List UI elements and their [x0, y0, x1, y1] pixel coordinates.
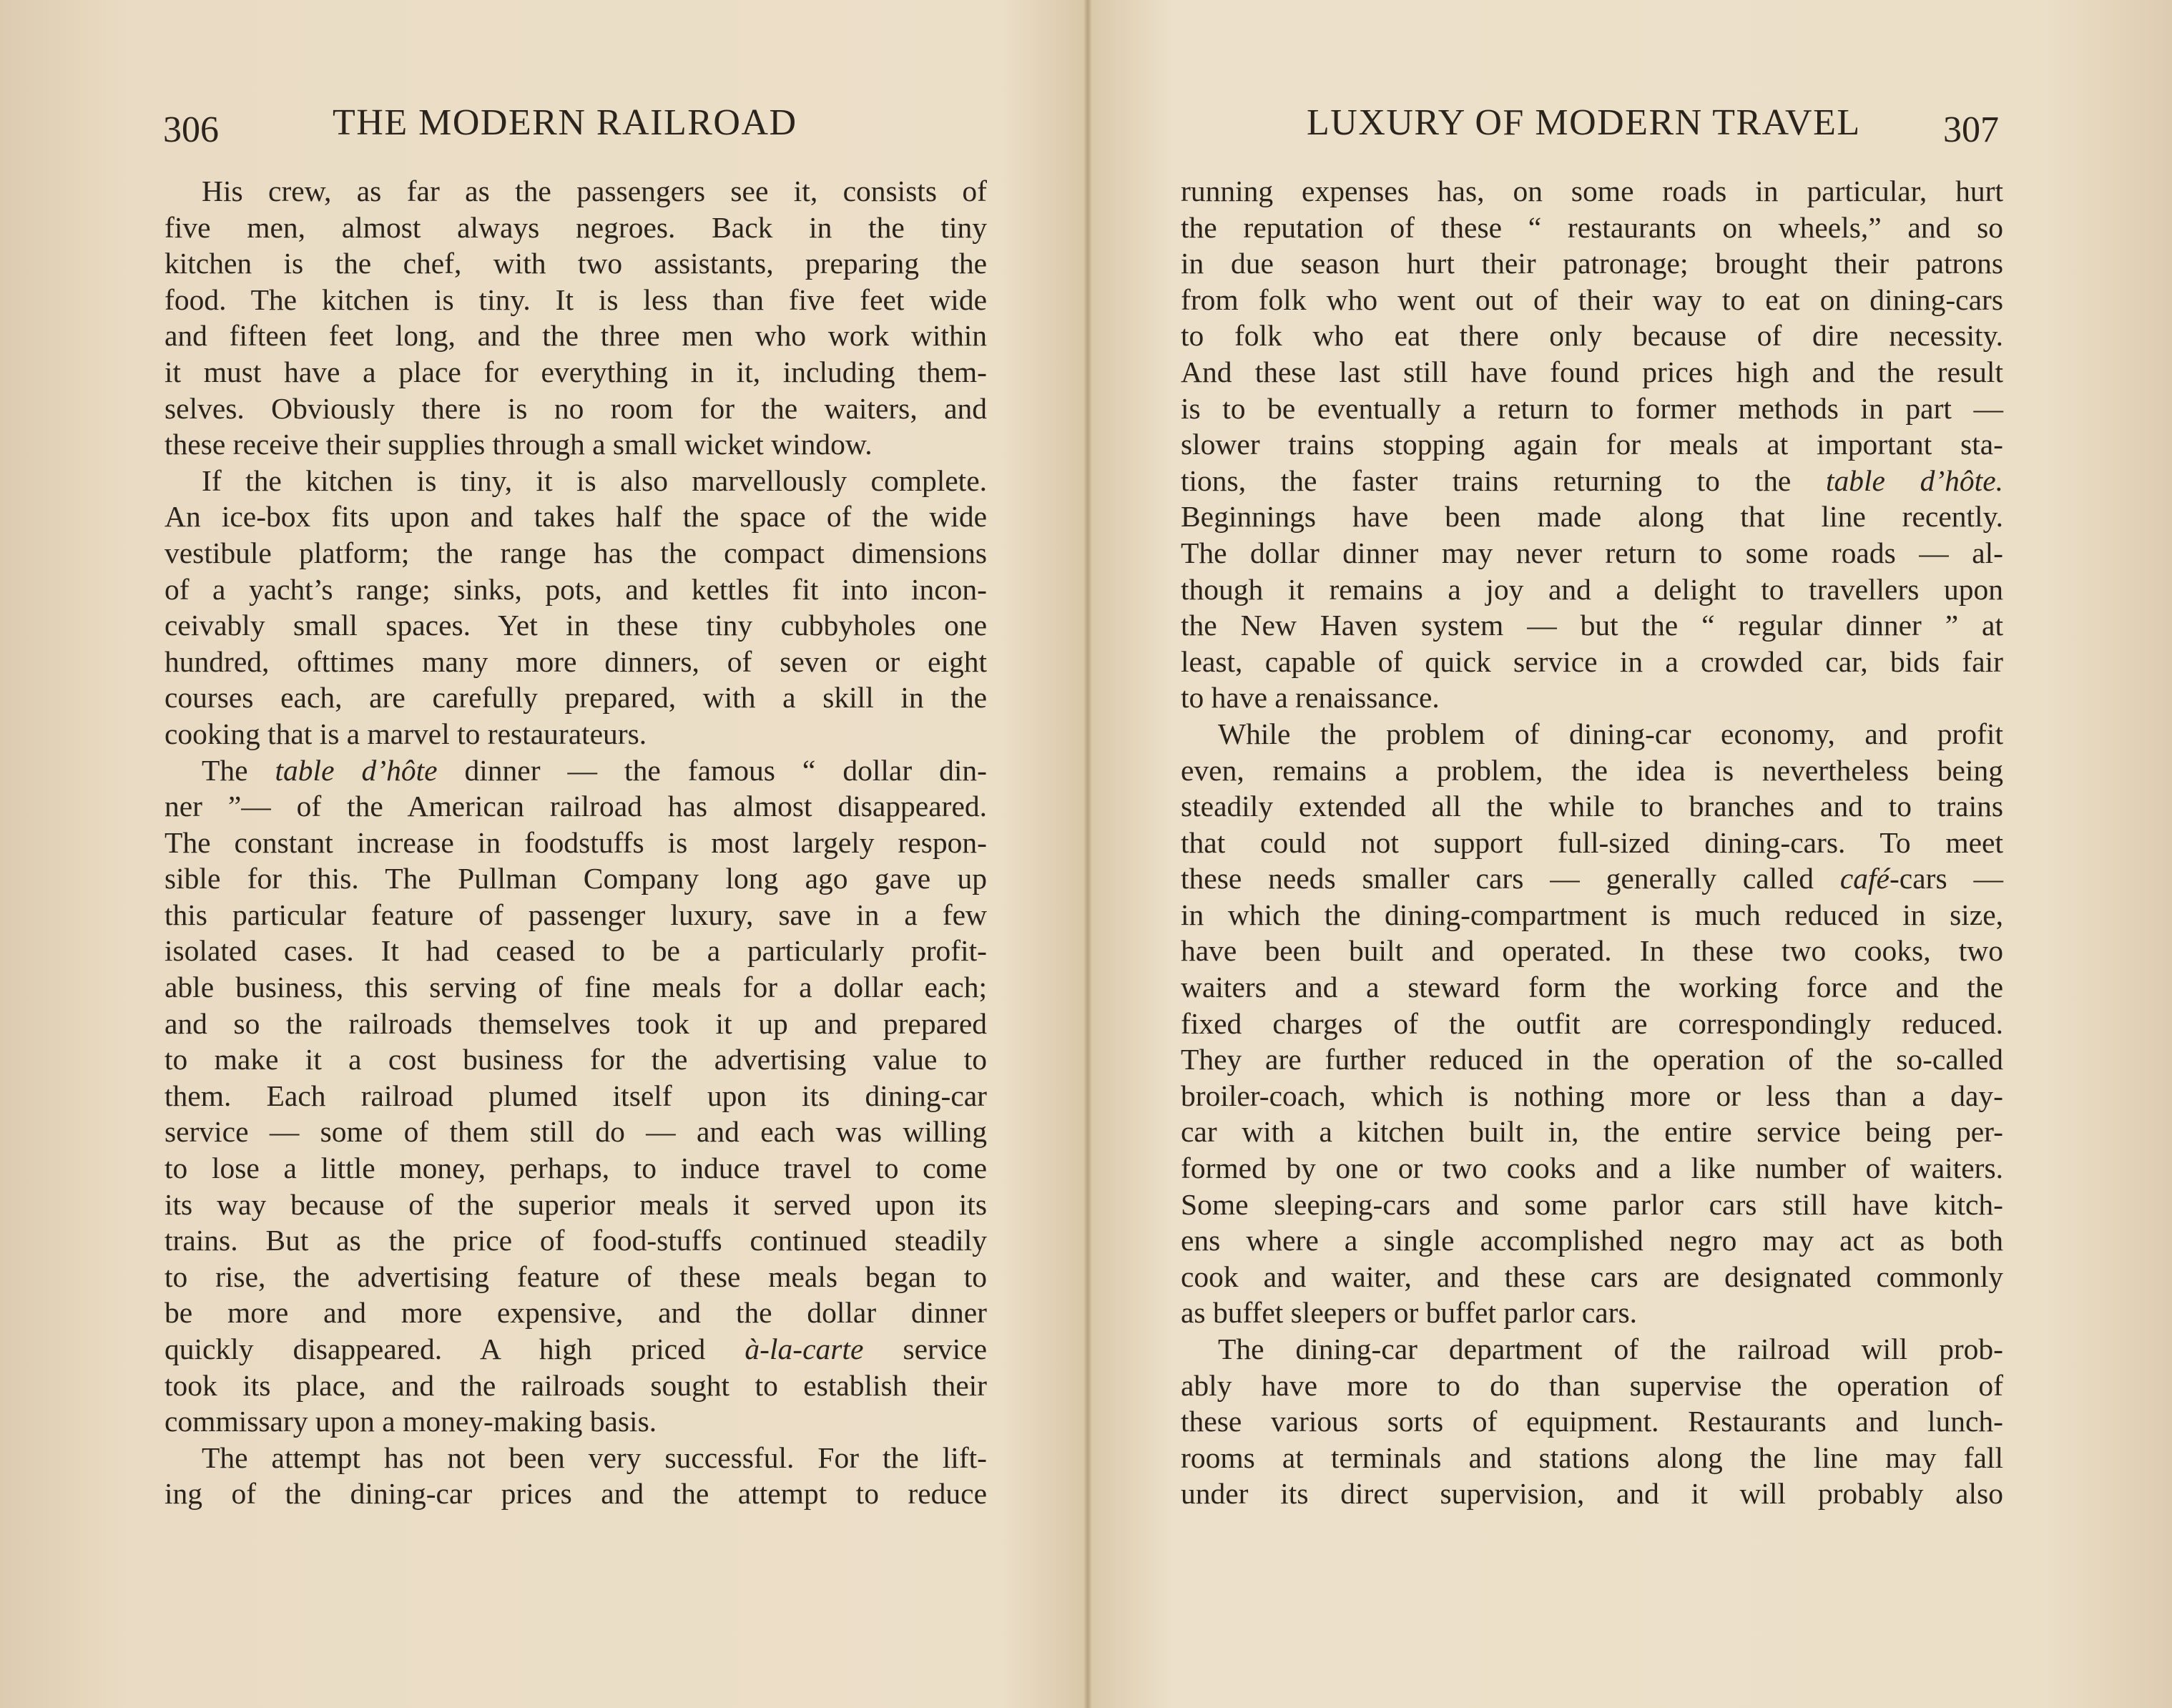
text-line: five men, almost always negroes. Back in the tiny [164, 210, 987, 244]
text-line: ner ”— of the American railroad has almost disappeared. [164, 790, 987, 823]
text-line: His crew, as far as the passengers see it, consists of [202, 175, 987, 207]
book-gutter [1083, 0, 1092, 1708]
text-line: to make it a cost business for the advertising value to [164, 1043, 987, 1076]
right-page [1092, 0, 2172, 1708]
text-line: from folk who went out of their way to eat on dining-cars [1181, 283, 2003, 316]
text-line: ceivably small spaces. Yet in these tiny cubbyholes one [164, 609, 987, 642]
text-line: the New Haven system — but the “ regular dinner ” at [1181, 609, 2003, 642]
text-line: ably have more to do than supervise the operation of [1181, 1368, 2003, 1402]
text-line: fixed charges of the outfit are correspondingly reduced. [1181, 1006, 2003, 1040]
text-line: slower trains stopping again for meals at important sta- [1181, 428, 2003, 461]
italic-phrase: table d’hôte. [1825, 463, 2003, 497]
page-number: 307 [1943, 109, 1999, 150]
left-page [0, 0, 1083, 1708]
page-number: 306 [163, 109, 219, 150]
italic-phrase: table d’hôte [275, 753, 438, 787]
text-line: trains. But as the price of food-stuffs continued steadily [164, 1224, 987, 1257]
text-line: An ice-box fits upon and takes half the space of the wide [164, 500, 987, 534]
text-line: it must have a place for everything in it, including them- [164, 355, 987, 388]
text-line: While the problem of dining-car economy, and profit [1218, 717, 2003, 750]
running-head: LUXURY OF MODERN TRAVEL [1307, 102, 1861, 143]
text-line: sible for this. The Pullman Company long ago gave up [164, 862, 987, 895]
text-line: in due season hurt their patronage; brought their patrons [1181, 247, 2003, 280]
text-line: as buffet sleepers or buffet parlor cars. [1181, 1296, 1638, 1330]
text-line: them. Each railroad plumed itself upon its dining-car [164, 1079, 987, 1112]
text-line: running expenses has, on some roads in particular, hurt [1181, 175, 2003, 207]
text-line: service — some of them still do — and each was willing [164, 1115, 987, 1149]
text-line: rooms at terminals and stations along the line may fall [1181, 1440, 2003, 1474]
text-line: cooking that is a marvel to restaurateurs. [164, 717, 647, 750]
text-line: is to be eventually a return to former methods in part — [1181, 391, 2003, 425]
text-line: tions, the faster trains returning to the table d’hôte. [1181, 463, 2003, 497]
text-line: and fifteen feet long, and the three men who work within [164, 319, 987, 353]
text-line: to lose a little money, perhaps, to induce travel to come [164, 1152, 987, 1185]
text-line: these receive their supplies through a small wicket window. [164, 428, 873, 461]
text-line: The table d’hôte dinner — the famous “ dollar din- [202, 753, 987, 787]
text-line: courses each, are carefully prepared, with a skill in the [164, 681, 987, 715]
text-line: even, remains a problem, the idea is nevertheless being [1181, 753, 2003, 787]
text-line: least, capable of quick service in a crowded car, bids fair [1181, 644, 2003, 678]
text-line: to rise, the advertising feature of these meals began to [164, 1260, 987, 1293]
text-line: If the kitchen is tiny, it is also marvellously complete. [202, 463, 987, 497]
text-line: vestibule platform; the range has the compact dimensions [164, 536, 987, 569]
text-line: and so the railroads themselves took it up and prepared [164, 1006, 987, 1040]
text-line: to folk who eat there only because of dire necessity. [1181, 319, 2003, 353]
text-line: quickly disappeared. A high priced à-la-carte service [164, 1332, 987, 1365]
text-line: these needs smaller cars — generally called café-cars — [1181, 862, 2003, 895]
text-line: in which the dining-compartment is much reduced in size, [1181, 898, 2003, 931]
text-line: The attempt has not been very successful. For the lift- [202, 1440, 987, 1474]
text-line: of a yacht’s range; sinks, pots, and kettles fit into incon- [164, 572, 987, 606]
text-line: kitchen is the chef, with two assistants, preparing the [164, 247, 987, 280]
text-line: the reputation of these “ restaurants on wheels,” and so [1181, 210, 2003, 244]
text-line: this particular feature of passenger luxury, save in a few [164, 898, 987, 931]
page-body-text [164, 173, 987, 1512]
text-line: waiters and a steward form the working force and the [1181, 971, 2003, 1004]
page-body-text [1181, 173, 2003, 1512]
text-line: be more and more expensive, and the dollar dinner [164, 1296, 987, 1330]
text-line: able business, this serving of fine meals for a dollar each; [164, 971, 987, 1004]
text-line: food. The kitchen is tiny. It is less than five feet wide [164, 283, 987, 316]
text-line: selves. Obviously there is no room for the waiters, and [164, 391, 987, 425]
text-line: Beginnings have been made along that line recently. [1181, 500, 2003, 534]
text-line: hundred, ofttimes many more dinners, of seven or eight [164, 644, 987, 678]
text-line: isolated cases. It had ceased to be a particularly profit- [164, 934, 987, 968]
text-line: The dollar dinner may never return to some roads — al- [1181, 536, 2003, 569]
italic-phrase: café [1839, 862, 1890, 895]
text-line: broiler-coach, which is nothing more or less than a day- [1181, 1079, 2003, 1112]
text-line: steadily extended all the while to branches and to trains [1181, 790, 2003, 823]
text-line: under its direct supervision, and it will probably also [1181, 1477, 2003, 1511]
text-line: commissary upon a money-making basis. [164, 1405, 657, 1438]
text-line: though it remains a joy and a delight to travellers upon [1181, 572, 2003, 606]
italic-phrase: à-la-carte [745, 1332, 864, 1365]
text-line: to have a renaissance. [1181, 681, 1440, 715]
text-line: formed by one or two cooks and a like number of waiters. [1181, 1152, 2003, 1185]
text-line: The dining-car department of the railroad will prob- [1218, 1332, 2003, 1365]
text-line: car with a kitchen built in, the entire service being per- [1181, 1115, 2003, 1149]
text-line: cook and waiter, and these cars are designated commonly [1181, 1260, 2003, 1293]
text-line: have been built and operated. In these two cooks, two [1181, 934, 2003, 968]
text-line: The constant increase in foodstuffs is most largely respon- [164, 825, 987, 859]
text-line: And these last still have found prices high and the result [1181, 355, 2003, 388]
text-line: took its place, and the railroads sought to establish their [164, 1368, 987, 1402]
text-line: ing of the dining-car prices and the attempt to reduce [164, 1477, 987, 1511]
text-line: these various sorts of equipment. Restaurants and lunch- [1181, 1405, 2003, 1438]
text-line: that could not support full-sized dining-cars. To meet [1181, 825, 2003, 859]
text-line: They are further reduced in the operation of the so-called [1181, 1043, 2003, 1076]
text-line: ens where a single accomplished negro may act as both [1181, 1224, 2003, 1257]
running-head: THE MODERN RAILROAD [333, 102, 797, 143]
text-line: Some sleeping-cars and some parlor cars still have kitch- [1181, 1187, 2003, 1221]
text-line: its way because of the superior meals it served upon its [164, 1187, 987, 1221]
